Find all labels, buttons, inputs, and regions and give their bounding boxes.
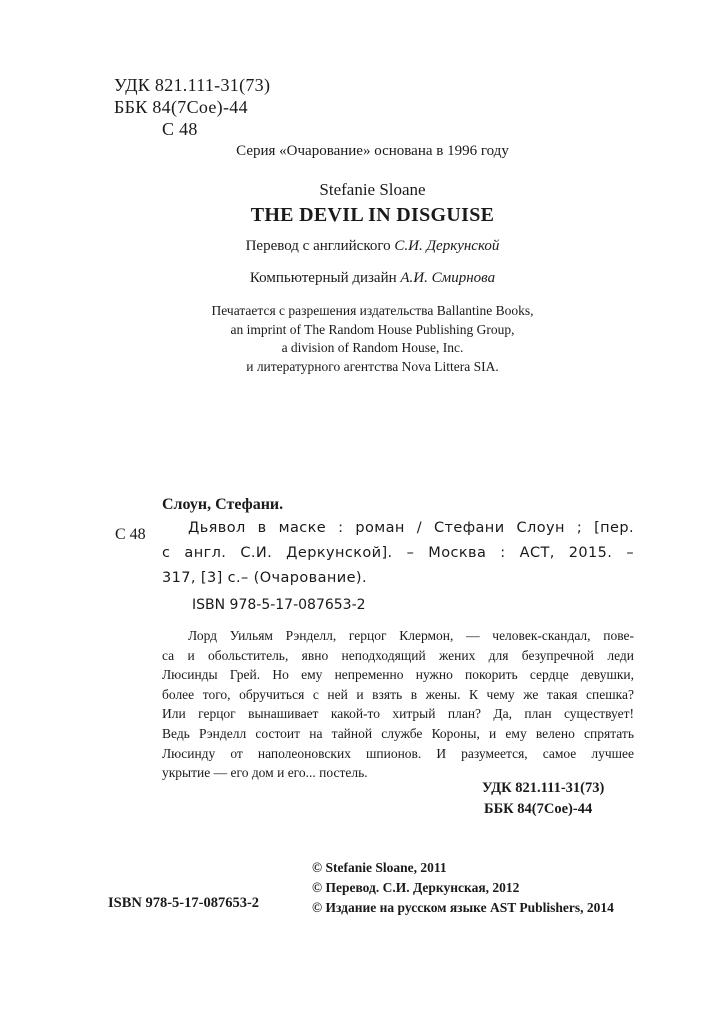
annotation-line: Лорд Уильям Рэнделл, герцог Клермон, — человек-скандал, пове- bbox=[188, 628, 634, 643]
copyright-line: © Stefanie Sloane, 2011 bbox=[312, 860, 447, 875]
bbk-code: ББК 84(7Сое)-44 bbox=[484, 801, 593, 817]
permission-line: и литературного агентства Nova Littera SIA. bbox=[246, 358, 499, 374]
copyright-line: © Издание на русском языке AST Publishers, 2014 bbox=[312, 900, 614, 915]
udk-code: УДК 821.111-31(73) bbox=[114, 75, 271, 95]
description-line: Дьявол в маске : роман / Стефани Слоун ; [пер. bbox=[188, 520, 634, 536]
annotation-line: са и обольститель, явно неподходящий жених для безупречной леди bbox=[162, 647, 634, 663]
description-line: с англ. С.И. Деркунской]. – Москва : АСТ, 2015. – bbox=[162, 545, 634, 561]
bibliographic-isbn: ISBN 978-5-17-087653-2 bbox=[192, 597, 366, 613]
annotation-line: Ведь Рэнделл состоит на тайной службе Короны, и ему велено спрятать bbox=[162, 725, 634, 741]
bibliographic-author-heading: Слоун, Стефани. bbox=[162, 496, 284, 513]
classification-codes-bottom bbox=[482, 778, 604, 820]
translation-label: Перевод с английского bbox=[245, 238, 391, 254]
udk-code: УДК 821.111-31(73) bbox=[482, 780, 605, 796]
annotation-line: укрытие — его дом и его... постель. bbox=[162, 765, 368, 781]
classification-codes-top bbox=[114, 74, 270, 140]
copyright-notices bbox=[312, 858, 614, 918]
annotation-line: Или герцог вынашивает какой-то хитрый план? Да, план существует! bbox=[162, 706, 634, 722]
bibliographic-description bbox=[162, 516, 634, 591]
design-label: Компьютерный дизайн bbox=[249, 270, 397, 286]
annotation-line: Люсинду от наполеоновских шпионов. И разумеется, самое лучшее bbox=[162, 745, 634, 761]
designer-name: А.И. Смирнова bbox=[400, 270, 496, 286]
translator-name: С.И. Деркунской bbox=[394, 238, 500, 254]
permission-notice bbox=[0, 302, 709, 376]
description-line: 317, [3] с.– (Очарование). bbox=[162, 570, 368, 586]
isbn-bottom: ISBN 978-5-17-087653-2 bbox=[108, 895, 260, 911]
author-mark: С 48 bbox=[162, 119, 198, 139]
bbk-code: ББК 84(7Сое)-44 bbox=[114, 97, 248, 117]
original-title: THE DEVIL IN DISGUISE bbox=[250, 204, 495, 226]
permission-line: Печатается с разрешения издательства Ballantine Books, bbox=[211, 303, 534, 318]
permission-line: a division of Random House, Inc. bbox=[281, 340, 464, 355]
copyright-line: © Перевод. С.И. Деркунская, 2012 bbox=[312, 880, 520, 895]
original-author: Stefanie Sloane bbox=[319, 180, 426, 199]
annotation-line: более того, обручиться с ней и взять в жены. К чему же такая спешка? bbox=[162, 686, 634, 702]
annotation bbox=[162, 626, 634, 783]
design-credit bbox=[0, 270, 709, 287]
annotation-line: Люсинды Грей. Но ему непременно нужно покорить сердце девушки, bbox=[162, 667, 634, 683]
bibliographic-author-mark: С 48 bbox=[115, 526, 146, 543]
permission-line: an imprint of The Random House Publishing Group, bbox=[230, 321, 515, 337]
translation-credit bbox=[0, 238, 709, 255]
series-note: Серия «Очарование» основана в 1996 году bbox=[236, 143, 509, 159]
